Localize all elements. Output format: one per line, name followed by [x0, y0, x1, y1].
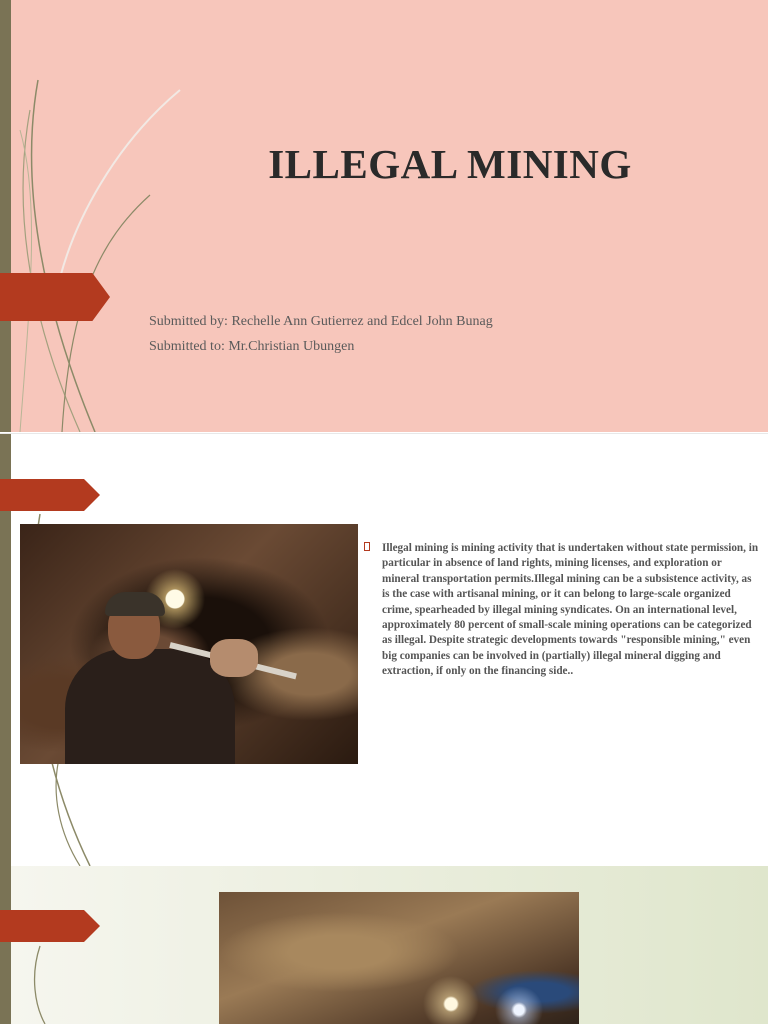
submitted-to-text: Submitted to: Mr.Christian Ubungen: [149, 339, 355, 354]
submitted-by-text: Submitted by: Rechelle Ann Gutierrez and Edcel John Bunag: [149, 314, 493, 329]
page-title: ILLEGAL MINING: [268, 141, 632, 187]
definition-paragraph: Illegal mining is mining activity that is undertaken without state permission, in particular in absence of land rights, mining licenses, and exploration or mineral transportation permits.Illegal mining can be a subsistence activity, as is the case with artisanal mining, or it can belong to large-scale organized crime, spearheaded by illegal mining syndicates. On an international level, approximately 80 percent of small-scale mining operations can be categorized as illegal. Despite strategic developments towards "responsible mining," even big companies can be involved in (partially) illegal mineral digging and extraction, if only on the financing side..: [382, 542, 759, 678]
miner-hand: [210, 639, 258, 677]
accent-arrow-tab: [0, 273, 110, 321]
accent-arrow-tab: [0, 479, 100, 511]
bullet-icon: [364, 542, 370, 551]
slide-sidebar-bar: [0, 866, 11, 1024]
slide-sidebar-bar: [0, 0, 11, 432]
miner-figure: [65, 649, 235, 764]
accent-arrow-tab: [0, 910, 100, 942]
slide-tunnel: [0, 866, 768, 1024]
decorative-swoosh: [0, 866, 120, 1024]
slide-title: [0, 0, 768, 432]
mine-tunnel-photo: [219, 892, 579, 1024]
decorative-swoosh: [0, 0, 200, 432]
miner-helmet: [105, 592, 165, 616]
slide-definition: [0, 433, 768, 866]
miner-photo: [20, 524, 358, 764]
